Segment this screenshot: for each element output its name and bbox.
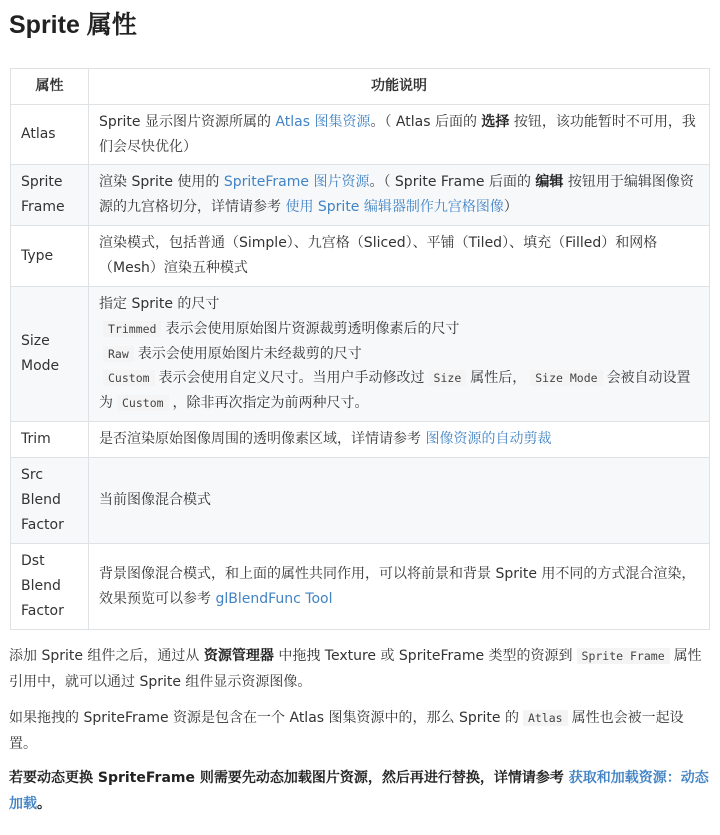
property-description: 背景图像混合模式，和上面的属性共同作用，可以将前景和背景 Sprite 用不同的方式混合渲染，效果预览可以参考 glBlendFunc Tool: [89, 544, 710, 630]
table-row-atlas: [11, 105, 710, 165]
code-raw: Raw: [103, 346, 134, 362]
code-size: Size: [429, 370, 467, 386]
table-row-size-mode: [11, 287, 710, 422]
property-name: Type: [11, 226, 89, 287]
spriteframe-link[interactable]: SpriteFrame 图片资源: [223, 174, 370, 191]
code-custom: Custom: [117, 395, 169, 411]
glblendfunc-link[interactable]: glBlendFunc Tool: [215, 590, 333, 607]
dynamic-load-link[interactable]: 获取和加载资源：动态加载: [9, 770, 709, 812]
properties-table: [10, 68, 710, 630]
table-row-trim: [11, 422, 710, 458]
table-row-type: [11, 226, 710, 287]
property-name: Atlas: [11, 105, 89, 165]
paragraph-add-sprite: 添加 Sprite 组件之后，通过从 资源管理器 中拖拽 Texture 或 SpriteFrame 类型的资源到 Sprite Frame 属性引用中，就可以通过 Sprite 组件显示资源图像。: [9, 648, 702, 690]
header-property: 属性: [11, 69, 89, 105]
header-description: 功能说明: [89, 69, 710, 105]
page-title: Sprite 属性: [9, 11, 137, 39]
property-description: 指定 Sprite 的尺寸 Trimmed 表示会使用原始图片资源裁剪透明像素后的尺寸 Raw 表示会使用原始图片未经裁剪的尺寸 Custom 表示会使用自定义尺寸。当用户手动修改过 Size 属性后， Size Mode 会被自动设置为 Custom ，除非再次指定为前两种尺寸。: [89, 287, 710, 422]
property-description: Sprite 显示图片资源所属的 Atlas 图集资源。（ Atlas 后面的 选择 按钮，该功能暂时不可用，我们会尽快优化）: [89, 105, 710, 165]
table-row-dst-blend-factor: [11, 544, 710, 630]
code-atlas: Atlas: [523, 710, 568, 726]
code-custom: Custom: [103, 370, 155, 386]
property-description: 当前图像混合模式: [89, 458, 710, 544]
property-name: Trim: [11, 422, 89, 458]
property-description: 渲染模式，包括普通（Simple）、九宫格（Sliced）、平铺（Tiled）、填充（Filled）和网格（Mesh）渲染五种模式: [89, 226, 710, 287]
table-row-src-blend-factor: [11, 458, 710, 544]
property-name: Src Blend Factor: [11, 458, 89, 544]
code-size-mode: Size Mode: [530, 370, 602, 386]
property-name: Dst Blend Factor: [11, 544, 89, 630]
code-trimmed: Trimmed: [103, 321, 161, 337]
auto-trim-link[interactable]: 图像资源的自动剪裁: [425, 431, 552, 448]
atlas-link[interactable]: Atlas 图集资源: [275, 113, 371, 130]
paragraph-atlas-note: 如果拖拽的 SpriteFrame 资源是包含在一个 Atlas 图集资源中的，那么 Sprite 的 Atlas 属性也会被一起设置。: [9, 710, 684, 752]
table-header-row: [11, 69, 710, 105]
property-name: Sprite Frame: [11, 165, 89, 226]
code-sprite-frame: Sprite Frame: [577, 648, 670, 664]
sprite-editor-link[interactable]: 使用 Sprite 编辑器制作九宫格图像: [285, 199, 504, 215]
table-row-sprite-frame: [11, 165, 710, 226]
paragraph-dynamic-load: 若要动态更换 SpriteFrame 则需要先动态加载图片资源，然后再进行替换，详情请参考 获取和加载资源：动态加载。: [9, 770, 709, 812]
property-description: 渲染 Sprite 使用的 SpriteFrame 图片资源。（ Sprite Frame 后面的 编辑 按钮用于编辑图像资源的九宫格切分，详情请参考 使用 Sprite 编辑器制作九宫格图像）: [89, 165, 710, 226]
property-description: 是否渲染原始图像周围的透明像素区域，详情请参考 图像资源的自动剪裁: [89, 422, 710, 458]
property-name: Size Mode: [11, 287, 89, 422]
